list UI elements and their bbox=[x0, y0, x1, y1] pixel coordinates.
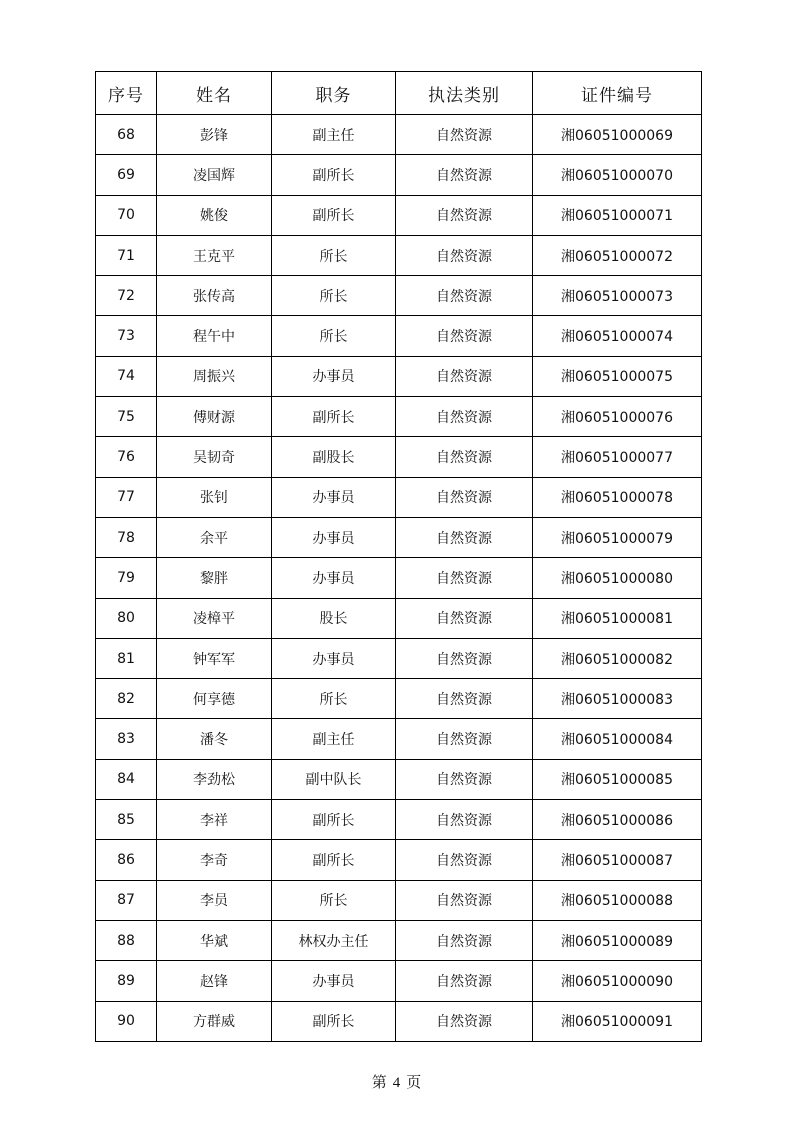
table-row bbox=[96, 276, 702, 316]
table-row bbox=[96, 517, 702, 557]
cell-name: 王克平 bbox=[157, 235, 272, 275]
cell-category: 自然资源 bbox=[396, 356, 533, 396]
cell-seq: 87 bbox=[96, 880, 157, 920]
table-row bbox=[96, 679, 702, 719]
cell-name: 钟军军 bbox=[157, 638, 272, 678]
footer-suffix: 页 bbox=[406, 1073, 422, 1091]
cell-seq: 78 bbox=[96, 517, 157, 557]
cell-cert: 湘06051000086 bbox=[533, 800, 702, 840]
cell-category: 自然资源 bbox=[396, 477, 533, 517]
header-position: 职务 bbox=[272, 72, 396, 115]
cell-name: 赵锋 bbox=[157, 961, 272, 1001]
cell-seq: 70 bbox=[96, 195, 157, 235]
cell-seq: 85 bbox=[96, 800, 157, 840]
cell-category: 自然资源 bbox=[396, 840, 533, 880]
cell-position: 副所长 bbox=[272, 155, 396, 195]
cell-position: 所长 bbox=[272, 679, 396, 719]
cell-position: 副所长 bbox=[272, 840, 396, 880]
table-row bbox=[96, 598, 702, 638]
cell-category: 自然资源 bbox=[396, 1001, 533, 1041]
cell-position: 副中队长 bbox=[272, 759, 396, 799]
cell-category: 自然资源 bbox=[396, 759, 533, 799]
table-row bbox=[96, 840, 702, 880]
cell-name: 黎胖 bbox=[157, 558, 272, 598]
table-row bbox=[96, 356, 702, 396]
cell-cert: 湘06051000079 bbox=[533, 517, 702, 557]
cell-category: 自然资源 bbox=[396, 276, 533, 316]
cell-seq: 77 bbox=[96, 477, 157, 517]
cell-seq: 88 bbox=[96, 920, 157, 960]
cell-cert: 湘06051000084 bbox=[533, 719, 702, 759]
table-row bbox=[96, 195, 702, 235]
cell-name: 李劲松 bbox=[157, 759, 272, 799]
cell-position: 办事员 bbox=[272, 477, 396, 517]
table-header-row bbox=[96, 72, 702, 115]
cell-seq: 73 bbox=[96, 316, 157, 356]
header-category: 执法类别 bbox=[396, 72, 533, 115]
table-row bbox=[96, 961, 702, 1001]
cell-seq: 82 bbox=[96, 679, 157, 719]
enforcement-roster-sheet bbox=[95, 71, 701, 1042]
table-row bbox=[96, 437, 702, 477]
cell-cert: 湘06051000088 bbox=[533, 880, 702, 920]
table-row bbox=[96, 759, 702, 799]
table-row bbox=[96, 235, 702, 275]
table-row bbox=[96, 1001, 702, 1041]
cell-position: 副所长 bbox=[272, 800, 396, 840]
cell-position: 所长 bbox=[272, 316, 396, 356]
cell-name: 姚俊 bbox=[157, 195, 272, 235]
cell-position: 办事员 bbox=[272, 638, 396, 678]
cell-name: 方群威 bbox=[157, 1001, 272, 1041]
cell-seq: 84 bbox=[96, 759, 157, 799]
cell-category: 自然资源 bbox=[396, 316, 533, 356]
cell-name: 李祥 bbox=[157, 800, 272, 840]
cell-cert: 湘06051000090 bbox=[533, 961, 702, 1001]
cell-position: 副主任 bbox=[272, 719, 396, 759]
cell-category: 自然资源 bbox=[396, 235, 533, 275]
cell-seq: 71 bbox=[96, 235, 157, 275]
cell-category: 自然资源 bbox=[396, 517, 533, 557]
cell-position: 副股长 bbox=[272, 437, 396, 477]
cell-cert: 湘06051000072 bbox=[533, 235, 702, 275]
table-row bbox=[96, 155, 702, 195]
cell-seq: 69 bbox=[96, 155, 157, 195]
cell-name: 余平 bbox=[157, 517, 272, 557]
cell-name: 周振兴 bbox=[157, 356, 272, 396]
cell-seq: 89 bbox=[96, 961, 157, 1001]
cell-cert: 湘06051000077 bbox=[533, 437, 702, 477]
cell-position: 副所长 bbox=[272, 397, 396, 437]
cell-seq: 76 bbox=[96, 437, 157, 477]
cell-seq: 75 bbox=[96, 397, 157, 437]
cell-name: 凌樟平 bbox=[157, 598, 272, 638]
cell-category: 自然资源 bbox=[396, 155, 533, 195]
cell-cert: 湘06051000071 bbox=[533, 195, 702, 235]
cell-category: 自然资源 bbox=[396, 598, 533, 638]
cell-position: 副主任 bbox=[272, 115, 396, 155]
cell-cert: 湘06051000081 bbox=[533, 598, 702, 638]
cell-name: 彭锋 bbox=[157, 115, 272, 155]
cell-cert: 湘06051000073 bbox=[533, 276, 702, 316]
cell-position: 办事员 bbox=[272, 517, 396, 557]
header-name: 姓名 bbox=[157, 72, 272, 115]
cell-category: 自然资源 bbox=[396, 437, 533, 477]
cell-category: 自然资源 bbox=[396, 800, 533, 840]
cell-name: 潘冬 bbox=[157, 719, 272, 759]
cell-position: 办事员 bbox=[272, 961, 396, 1001]
cell-name: 李员 bbox=[157, 880, 272, 920]
cell-category: 自然资源 bbox=[396, 880, 533, 920]
cell-seq: 86 bbox=[96, 840, 157, 880]
header-seq: 序号 bbox=[96, 72, 157, 115]
cell-name: 何享德 bbox=[157, 679, 272, 719]
cell-seq: 90 bbox=[96, 1001, 157, 1041]
cell-category: 自然资源 bbox=[396, 920, 533, 960]
cell-name: 凌国辉 bbox=[157, 155, 272, 195]
cell-cert: 湘06051000089 bbox=[533, 920, 702, 960]
page-footer bbox=[0, 1071, 793, 1092]
cell-cert: 湘06051000085 bbox=[533, 759, 702, 799]
cell-seq: 72 bbox=[96, 276, 157, 316]
cell-seq: 81 bbox=[96, 638, 157, 678]
cell-seq: 68 bbox=[96, 115, 157, 155]
cell-cert: 湘06051000069 bbox=[533, 115, 702, 155]
cell-position: 所长 bbox=[272, 276, 396, 316]
cell-seq: 79 bbox=[96, 558, 157, 598]
cell-position: 副所长 bbox=[272, 1001, 396, 1041]
table-row bbox=[96, 558, 702, 598]
cell-category: 自然资源 bbox=[396, 961, 533, 1001]
enforcement-roster-table bbox=[95, 71, 702, 1042]
cell-position: 所长 bbox=[272, 235, 396, 275]
cell-name: 程午中 bbox=[157, 316, 272, 356]
cell-cert: 湘06051000087 bbox=[533, 840, 702, 880]
cell-category: 自然资源 bbox=[396, 558, 533, 598]
table-row bbox=[96, 397, 702, 437]
cell-category: 自然资源 bbox=[396, 719, 533, 759]
cell-category: 自然资源 bbox=[396, 638, 533, 678]
cell-cert: 湘06051000076 bbox=[533, 397, 702, 437]
cell-name: 傅财源 bbox=[157, 397, 272, 437]
cell-category: 自然资源 bbox=[396, 115, 533, 155]
cell-cert: 湘06051000070 bbox=[533, 155, 702, 195]
cell-position: 股长 bbox=[272, 598, 396, 638]
cell-name: 华斌 bbox=[157, 920, 272, 960]
footer-prefix: 第 bbox=[371, 1073, 387, 1091]
cell-cert: 湘06051000074 bbox=[533, 316, 702, 356]
cell-name: 张传高 bbox=[157, 276, 272, 316]
table-row bbox=[96, 316, 702, 356]
cell-position: 办事员 bbox=[272, 558, 396, 598]
cell-category: 自然资源 bbox=[396, 397, 533, 437]
table-row bbox=[96, 880, 702, 920]
cell-position: 办事员 bbox=[272, 356, 396, 396]
cell-cert: 湘06051000075 bbox=[533, 356, 702, 396]
cell-name: 吴韧奇 bbox=[157, 437, 272, 477]
cell-cert: 湘06051000082 bbox=[533, 638, 702, 678]
table-row bbox=[96, 800, 702, 840]
table-row bbox=[96, 477, 702, 517]
cell-cert: 湘06051000091 bbox=[533, 1001, 702, 1041]
cell-name: 李奇 bbox=[157, 840, 272, 880]
cell-position: 所长 bbox=[272, 880, 396, 920]
cell-category: 自然资源 bbox=[396, 195, 533, 235]
cell-position: 副所长 bbox=[272, 195, 396, 235]
cell-seq: 83 bbox=[96, 719, 157, 759]
footer-page-number: 4 bbox=[392, 1075, 401, 1091]
table-row bbox=[96, 115, 702, 155]
header-cert: 证件编号 bbox=[533, 72, 702, 115]
table-body bbox=[96, 115, 702, 1042]
cell-seq: 74 bbox=[96, 356, 157, 396]
table-row bbox=[96, 638, 702, 678]
table-row bbox=[96, 719, 702, 759]
cell-position: 林权办主任 bbox=[272, 920, 396, 960]
cell-cert: 湘06051000083 bbox=[533, 679, 702, 719]
cell-cert: 湘06051000080 bbox=[533, 558, 702, 598]
cell-category: 自然资源 bbox=[396, 679, 533, 719]
table-row bbox=[96, 920, 702, 960]
cell-seq: 80 bbox=[96, 598, 157, 638]
cell-cert: 湘06051000078 bbox=[533, 477, 702, 517]
cell-name: 张钊 bbox=[157, 477, 272, 517]
